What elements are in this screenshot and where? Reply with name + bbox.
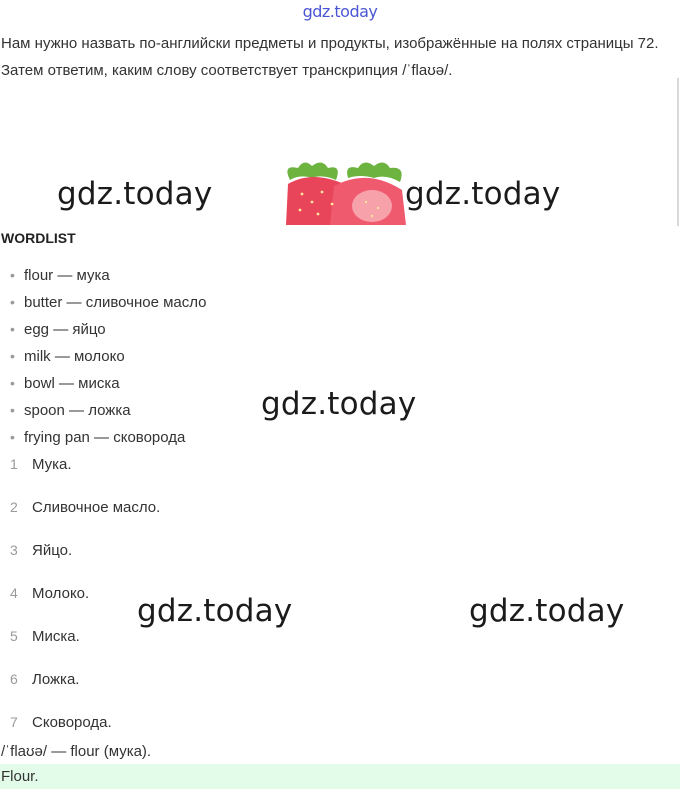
bullet-dot-icon: • [10,402,15,418]
answer-item: 3 Яйцо. [10,542,73,559]
list-item: • egg — яйцо [10,316,207,343]
bullet-dot-icon: • [10,267,15,283]
bullet-dot-icon: • [10,321,15,337]
site-logo[interactable]: gdz.today [302,2,378,21]
answer-item: 4 Молоко. [10,585,90,602]
scrollbar[interactable] [677,78,679,226]
strawberries-image [282,160,406,225]
bullet-dot-icon: • [10,375,15,391]
watermark: gdz.today [137,593,293,629]
watermark: gdz.today [57,176,213,212]
list-item: • spoon — ложка [10,397,207,424]
final-answer: Flour. [1,768,39,785]
list-item: • bowl — миска [10,370,207,397]
answer-item: 6 Ложка. [10,671,80,688]
bullet-dot-icon: • [10,294,15,310]
wordlist-heading: WORDLIST [1,230,76,246]
list-item: • butter — сливочное масло [10,289,207,316]
final-answer-box [0,764,680,789]
bullet-dot-icon: • [10,348,15,364]
task-intro: Нам нужно назвать по-английски предметы и продукты, изображённые на полях страницы 72. Затем ответим, каким слову соответствует транскрипция /ˈflaʊə/. [1,35,659,79]
list-item: • frying pan — сковорода [10,424,207,451]
bullet-dot-icon: • [10,429,15,445]
wordlist [10,262,207,451]
watermark: gdz.today [405,176,561,212]
list-item: • milk — молоко [10,343,207,370]
answer-item: 1 Мука. [10,456,72,473]
answer-item: 2 Сливочное масло. [10,499,161,516]
transcription-line: /ˈflaʊə/ — flour (мука). [1,743,152,760]
list-item: • flour — мука [10,262,207,289]
watermark: gdz.today [261,386,417,422]
answer-item: 5 Миска. [10,628,80,645]
watermark: gdz.today [469,593,625,629]
answer-item: 7 Сковорода. [10,714,112,731]
